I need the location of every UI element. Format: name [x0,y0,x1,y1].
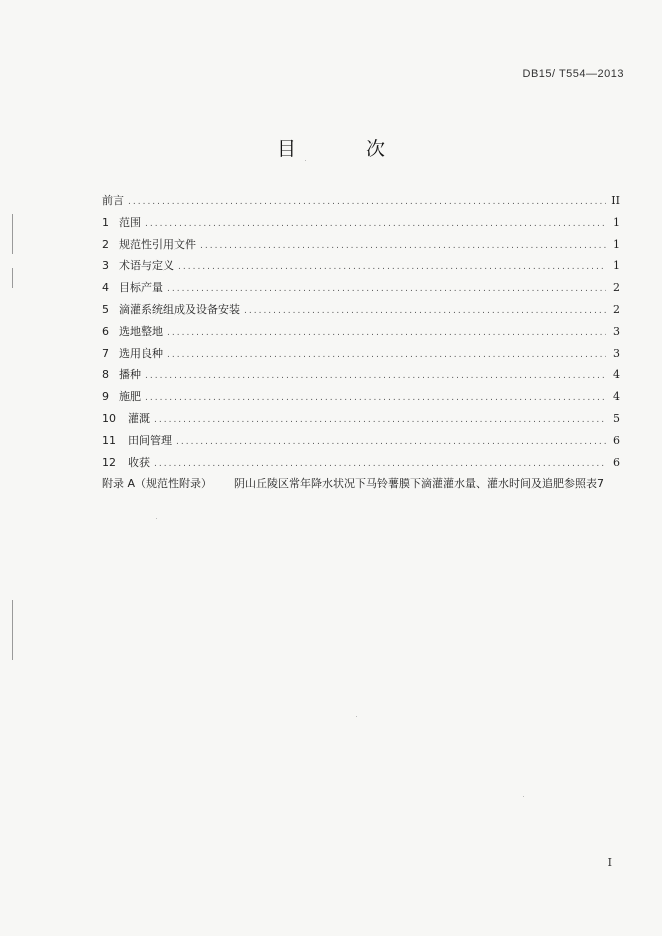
page-title: 目 次 [276,138,418,160]
toc-entry-number: 3 [102,259,109,273]
scan-edge-mark [12,268,13,288]
toc-leader-dots [154,410,606,432]
toc-entry-number: 8 [102,368,109,382]
toc-entry-page: 1 [613,259,620,273]
toc-entry-label: 播种 [119,368,141,382]
toc-entry-page: 2 [613,302,620,316]
toc-leader-dots [178,257,606,279]
scan-edge-mark [12,600,13,660]
toc-entry-number: 7 [102,346,109,360]
toc-entry-number: 2 [102,237,109,251]
toc-entry[interactable] [102,190,620,212]
toc-appendix-entry[interactable] [102,473,620,495]
toc-entry-page: II [611,194,620,207]
table-of-contents [102,190,620,495]
toc-entry-page: 1 [613,215,620,229]
document-code: DB15/ T554—2013 [522,68,624,80]
toc-entry-page: 1 [613,237,620,251]
toc-entry-number: 12 [102,455,116,469]
toc-entry-number: 9 [102,390,109,404]
toc-leader-dots [167,323,606,345]
scan-speck [356,716,357,717]
scan-speck [523,796,524,797]
toc-entry[interactable] [102,234,620,256]
toc-entry[interactable] [102,364,620,386]
toc-entry-page: 2 [613,281,620,295]
toc-entry-label: 收获 [128,455,150,469]
toc-entry-label: 规范性引用文件 [119,237,196,251]
toc-entry-label: 田间管理 [128,433,172,447]
toc-entry-label: 选地整地 [119,324,163,338]
toc-entry-label: 灌溉 [128,411,150,425]
scan-speck [156,518,157,519]
toc-entry[interactable] [102,386,620,408]
toc-entry-label: 选用良种 [119,346,163,360]
toc-entry-number: 4 [102,281,109,295]
toc-entry-label: 滴灌系统组成及设备安装 [119,302,240,316]
toc-entry-label: 施肥 [119,390,141,404]
toc-entry-number: 5 [102,302,109,316]
toc-entry[interactable] [102,212,620,234]
toc-entry-page: 3 [613,346,620,360]
appendix-prefix: 附录 A（规范性附录） [102,477,213,491]
toc-entry-number: 10 [102,411,116,425]
toc-entry[interactable] [102,408,620,430]
toc-entry[interactable] [102,321,620,343]
toc-entry-page: 5 [613,411,620,425]
toc-entry-label: 目标产量 [119,281,163,295]
toc-entry-page: 3 [613,324,620,338]
toc-entry-number: 6 [102,324,109,338]
toc-entry[interactable] [102,430,620,452]
toc-entry[interactable] [102,452,620,474]
toc-entry-label: 前言 [102,194,124,207]
page-number: I [607,856,612,869]
toc-leader-dots [244,301,606,323]
toc-leader-dots [145,366,606,388]
toc-entry-label: 范围 [119,215,141,229]
toc-leader-dots [145,214,606,236]
toc-entry[interactable] [102,255,620,277]
toc-leader-dots [145,388,606,410]
toc-leader-dots [200,236,606,258]
toc-entry[interactable] [102,299,620,321]
toc-entry-number: 11 [102,433,116,447]
toc-entry-page: 4 [613,390,620,404]
toc-entry[interactable] [102,277,620,299]
toc-leader-dots [154,454,606,476]
toc-leader-dots [167,345,606,367]
toc-entry-page: 6 [613,433,620,447]
toc-leader-dots [176,432,606,454]
toc-entry-page: 6 [613,455,620,469]
toc-entry-label: 术语与定义 [119,259,174,273]
toc-entry[interactable] [102,343,620,365]
toc-leader-dots [167,279,606,301]
toc-entry-number: 1 [102,215,109,229]
toc-leader-dots [128,192,606,214]
appendix-title: 阴山丘陵区常年降水状况下马铃薯膜下滴灌灌水量、灌水时间及追肥参照表7 [234,477,605,491]
toc-entry-page: 4 [613,368,620,382]
scan-edge-mark [12,214,13,254]
